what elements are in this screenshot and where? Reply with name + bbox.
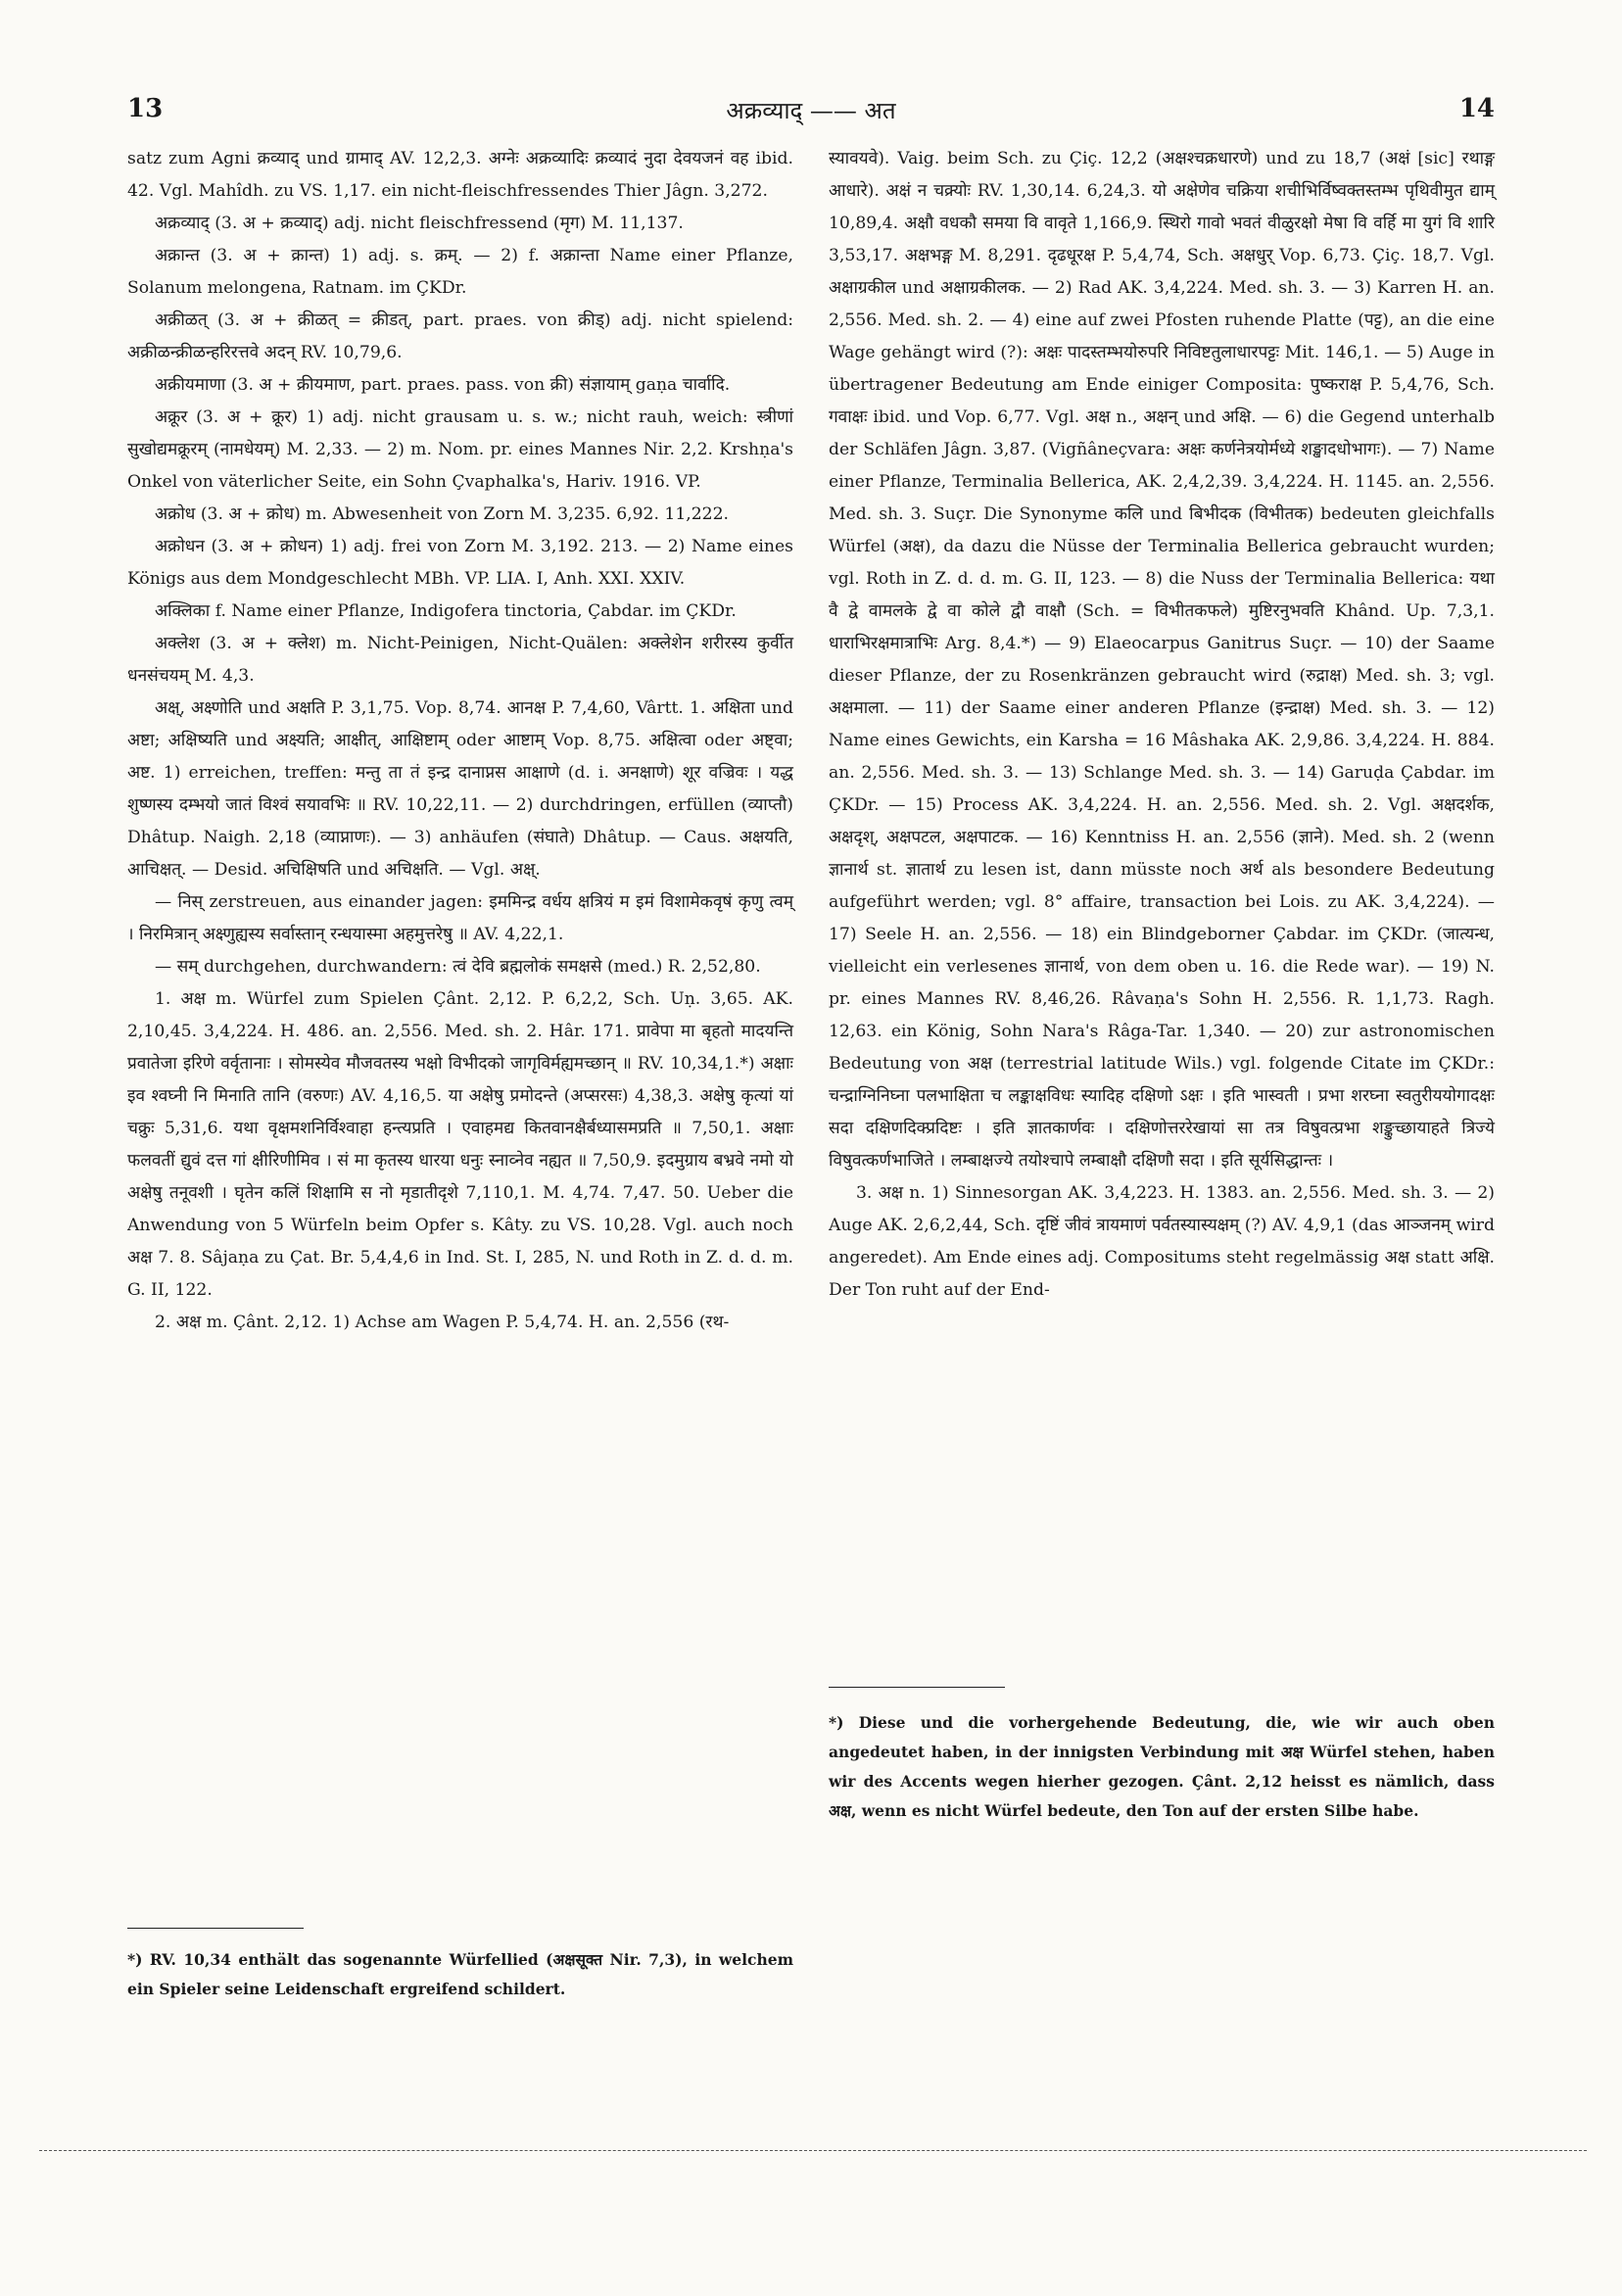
entry-paragraph: satz zum Agni क्रव्याद् und ग्रामाद् AV. 12,2,3. अग्नेः अक्रव्यादिः क्रव्यादं नुदा देवयजनं वह ibid. 42. Vgl. Mahîdh. zu VS. 1,17. ein nicht-fleischfressendes Thier Jâgn. 3,272. — [127, 149, 793, 201]
entry-paragraph: अक्रव्याद् (3. अ + क्रव्याद्) adj. nicht fleischfressend (मृग) M. 11,137. — [155, 214, 684, 233]
entry-paragraph: 2. अक्ष m. Çânt. 2,12. 1) Achse am Wagen P. 5,4,74. H. an. 2,556 (रथ- — [155, 1313, 730, 1332]
entry-paragraph: — निस् zerstreuen, aus einander jagen: इममिन्द्र वर्धय क्षत्रियं म इमं विशामेकवृषं कृणु त्वम् । निरमित्रान् अक्ष्णुह्यस्य सर्वास्तान् रन्धयास्मा अहमुत्तरेषु ॥ AV. 4,22,1. — [127, 892, 793, 944]
entry-paragraph: अक्रूर (3. अ + क्रूर) 1) adj. nicht grausam u. s. w.; nicht rauh, weich: स्त्रीणां सुखोद्यमक्रूरम् (नामधेयम्) M. 2,33. — 2) m. Nom. pr. eines Mannes Nir. 2,2. Krshṇa's Onkel von väterlicher Seite, ein Sohn Çvaphalka's, Hariv. 1916. VP. — [127, 407, 793, 492]
footnote-rule-right — [829, 1687, 1005, 1688]
entry-paragraph: अक्रीळत् (3. अ + क्रीळत् = क्रीडत्, part. praes. von क्रीड्) adj. nicht spielend: अक्रीळन्क्रीळन्हरिरत्तवे अदन् RV. 10,79,6. — [127, 311, 793, 362]
bottom-edge-rule — [39, 2150, 1587, 2151]
footnote-rule-left — [127, 1928, 304, 1929]
page-number-left: 13 — [127, 94, 164, 123]
entry-paragraph: अक्रोधन (3. अ + क्रोधन) 1) adj. frei von Zorn M. 3,192. 213. — 2) Name eines Königs aus dem Mondgeschlecht MBh. VP. LIA. I, Anh. XXI. XXIV. — [127, 537, 793, 589]
entry-paragraph: अक्रीयमाणा (3. अ + क्रीयमाण, part. praes. pass. von क्री) संज्ञायाम् gaṇa चार्वादि. — [155, 375, 731, 395]
left-column — [127, 143, 793, 1339]
entry-paragraph: अक्लिका f. Name einer Pflanze, Indigofera tinctoria, Çabdar. im ÇKDr. — [155, 601, 737, 621]
page-header — [127, 94, 1495, 133]
entry-paragraph: अक्रोध (3. अ + क्रोध) m. Abwesenheit von Zorn M. 3,235. 6,92. 11,222. — [155, 504, 730, 524]
entry-paragraph: 1. अक्ष m. Würfel zum Spielen Çânt. 2,12. P. 6,2,2, Sch. Uṇ. 3,65. AK. 2,10,45. 3,4,224. H. 486. an. 2,556. Med. sh. 2. Hâr. 171. प्रावेपा मा बृहतो मादयन्ति प्रवातेजा इरिणे वर्वृतानाः । सोमस्येव मौजवतस्य भक्षो विभीदको जागृविर्मह्यमच्छान् ॥ RV. 10,34,1.*) अक्षाः इव श्वघ्नी नि मिनाति तानि (वरुणः) AV. 4,16,5. या अक्षेषु प्रमोदन्ते (अप्सरसः) 4,38,3. अक्षेषु कृत्यां यां चक्रुः 5,31,6. यथा वृक्षमशनिर्विश्वाहा हन्त्यप्रति । एवाहमद्य कितवानक्षैर्बध्यासमप्रति ॥ 7,50,1. अक्षाः फलवतीं द्युवं दत्त गां क्षीरिणीमिव । सं मा कृतस्य धारया धनुः स्नाव्नेव नह्यत ॥ 7,50,9. इदमुग्राय बभ्रवे नमो यो अक्षेषु तनूवशी । घृतेन कलिं शिक्षामि स नो मृडातीदृशे 7,110,1. M. 4,74. 7,47. 50. Ueber die Anwendung von 5 Würfeln beim Opfer s. Kâty. zu VS. 10,28. Vgl. auch noch अक्ष 7. 8. Sâjaṇa zu Çat. Br. 5,4,4,6 in Ind. St. I, 285, N. und Roth in Z. d. d. m. G. II, 122. — [127, 989, 793, 1300]
entry-paragraph: अक्रान्त (3. अ + क्रान्त) 1) adj. s. क्रम्. — 2) f. अक्रान्ता Name einer Pflanze, Solanum melongena, Ratnam. im ÇKDr. — [127, 246, 793, 298]
entry-paragraph: अक्ष्, अक्ष्णोति und अक्षति P. 3,1,75. Vop. 8,74. आनक्ष P. 7,4,60, Vârtt. 1. अक्षिता und अष्टा; अक्षिष्यति und अक्ष्यति; आक्षीत्, आक्षिष्टाम् oder आष्टाम् Vop. 8,75. अक्षित्वा oder अष्ट्वा; अष्ट. 1) erreichen, treffen: मन्तु ता तं इन्द्र दानाप्नस आक्षाणे (d. i. अनक्षाणे) शूर वज्रिवः । यद्ध शुष्णस्य दम्भयो जातं विश्वं सयावभिः ॥ RV. 10,22,11. — 2) durchdringen, erfüllen (व्याप्तौ) Dhâtup. Naigh. 2,18 (व्याप्नाणः). — 3) anhäufen (संघाते) Dhâtup. — Caus. अक्षयति, आचिक्षत्. — Desid. अचिक्षिषति und अचिक्षति. — Vgl. अक्ष्. — [127, 698, 793, 880]
entry-paragraph: अक्लेश (3. अ + क्लेश) m. Nicht-Peinigen, Nicht-Quälen: अक्लेशेन शरीरस्य कुर्वीत धनसंचयम् M. 4,3. — [127, 634, 793, 686]
entry-paragraph: 3. अक्ष n. 1) Sinnesorgan AK. 3,4,223. H. 1383. an. 2,556. Med. sh. 3. — 2) Auge AK. 2,6,2,44, Sch. दृष्टिं जीवं त्रायमाणं पर्वतस्यास्यक्षम् (?) AV. 4,9,1 (das आञ्जनम् wird angeredet). Am Ende eines adj. Compositums steht regelmässig अक्ष statt अक्षि. Der Ton ruht auf der End- — [829, 1183, 1495, 1300]
page-number-right: 14 — [1458, 94, 1495, 123]
entry-paragraph: स्यावयवे). Vaig. beim Sch. zu Çiç. 12,2 (अक्षश्चक्रधारणे) und zu 18,7 (अक्षं [sic] रथाङ्ग आधारे). अक्षं न चक्र्योः RV. 1,30,14. 6,24,3. यो अक्षेणेव चक्रिया शचीभिर्विष्वक्तस्तम्भ पृथिवीमुत द्याम् 10,89,4. अक्षौ वधकौ समया वि वावृते 1,166,9. स्थिरो गावो भवतं वीळुरक्षो मेषा वि वर्हि मा युगं वि शारि 3,53,17. अक्षभङ्ग M. 8,291. दृढधूरक्ष P. 5,4,74, Sch. अक्षधुर् Vop. 6,73. Çiç. 18,7. Vgl. अक्षाग्रकील und अक्षाग्रकीलक. — 2) Rad AK. 3,4,224. Med. sh. 3. — 3) Karren H. an. 2,556. Med. sh. 2. — 4) eine auf zwei Pfosten ruhende Platte (पट्ट), an die eine Wage gehängt wird (?): अक्षः पादस्तम्भयोरुपरि निविष्टतुलाधारपट्टः Mit. 146,1. — 5) Auge in übertragener Bedeutung am Ende einiger Composita: पुष्कराक्ष P. 5,4,76, Sch. गवाक्षः ibid. und Vop. 6,77. Vgl. अक्ष n., अक्षन् und अक्षि. — 6) die Gegend unterhalb der Schläfen Jâgn. 3,87. (Vigñâneçvara: अक्षः कर्णनेत्रयोर्मध्ये शङ्खादधोभागः). — 7) Name einer Pflanze, Terminalia Bellerica, AK. 2,4,2,39. 3,4,224. H. 1145. an. 2,556. Med. sh. 3. Suçr. Die Synonyme कलि und बिभीदक (विभीतक) bedeuten gleichfalls Würfel (अक्ष), da dazu die Nüsse der Terminalia Bellerica gebraucht wurden; vgl. Roth in Z. d. d. m. G. II, 123. — 8) die Nuss der Terminalia Bellerica: यथा वै द्वे वामलके द्वे वा कोले द्वौ वाक्षौ (Sch. = विभीतकफले) मुष्टिरनुभवति Khând. Up. 7,3,1. धाराभिरक्षमात्राभिः Arg. 8,4.*) — 9) Elaeocarpus Ganitrus Suçr. — 10) der Saame dieser Pflanze, der zu Rosenkränzen gebraucht wird (रुद्राक्ष) Med. sh. 3; vgl. अक्षमाला. — 11) der Saame einer anderen Pflanze (इन्द्राक्ष) Med. sh. 3. — 12) Name eines Gewichts, ein Karsha = 16 Mâshaka AK. 2,9,86. 3,4,224. H. 884. an. 2,556. Med. sh. 3. — 13) Schlange Med. sh. 3. — 14) Garuḍa Çabdar. im ÇKDr. — 15) Process AK. 3,4,224. H. an. 2,556. Med. sh. 2. Vgl. अक्षदर्शक, अक्षदृश्, अक्षपटल, अक्षपाटक. — 16) Kenntniss H. an. 2,556 (ज्ञाने). Med. sh. 2 (wenn ज्ञानार्थ st. ज्ञातार्थ zu lesen ist, dann müsste noch अर्थ als besondere Bedeutung aufgeführt werden; vgl. 8° affaire, transaction bei Lois. zu AK. 3,4,224). — 17) Seele H. an. 2,556. — 18) ein Blindgeborner Çabdar. im ÇKDr. (जात्यन्ध, vielleicht ein verlesenes ज्ञानार्थ, von dem oben u. 16. die Rede war). — 19) N. pr. eines Mannes RV. 8,46,26. Râvaṇa's Sohn H. 2,556. R. 1,1,73. Ragh. 12,63. ein König, Sohn Nara's Râga-Tar. 1,340. — 20) zur astronomischen Bedeutung von अक्ष (terrestrial latitude Wils.) vgl. folgende Citate im ÇKDr.: चन्द्राग्निनिघ्ना पलभाक्षिता च लङ्काक्षविधः स्यादिह दक्षिणो ऽक्षः । इति भास्वती । प्रभा शरघ्ना स्वतुरीययोगादक्षः सदा दक्षिणदिक्प्रदिष्टः । इति ज्ञातकार्णवः । दक्षिणोत्तररेखायां सा तत्र विषुवत्प्रभा शङ्कुच्छायाहते त्रिज्ये विषुवत्कर्णभाजिते । लम्बाक्षज्ये तयोश्चापे लम्बाक्षौ दक्षिणौ सदा । इति सूर्यसिद्धान्तः । — [829, 149, 1495, 1171]
right-column — [829, 143, 1495, 1307]
footnote-left: *) RV. 10,34 enthält das sogenannte Würfellied (अक्षसूक्त Nir. 7,3), in welchem ein Spieler seine Leidenschaft ergreifend schildert. — [127, 1950, 793, 1998]
running-title: अक्रव्याद् —— अत — [726, 97, 896, 124]
footnote-right: *) Diese und die vorhergehende Bedeutung, die, wie wir auch oben angedeutet haben, in der innigsten Verbindung mit अक्ष Würfel stehen, haben wir des Accents wegen hierher gezogen. Çânt. 2,12 heisst es nämlich, dass अक्ष, wenn es nicht Würfel bedeute, den Ton auf der ersten Silbe habe. — [829, 1713, 1495, 1820]
entry-paragraph: — सम् durchgehen, durchwandern: त्वं देवि ब्रह्मलोकं समक्षसे (med.) R. 2,52,80. — [155, 957, 761, 977]
